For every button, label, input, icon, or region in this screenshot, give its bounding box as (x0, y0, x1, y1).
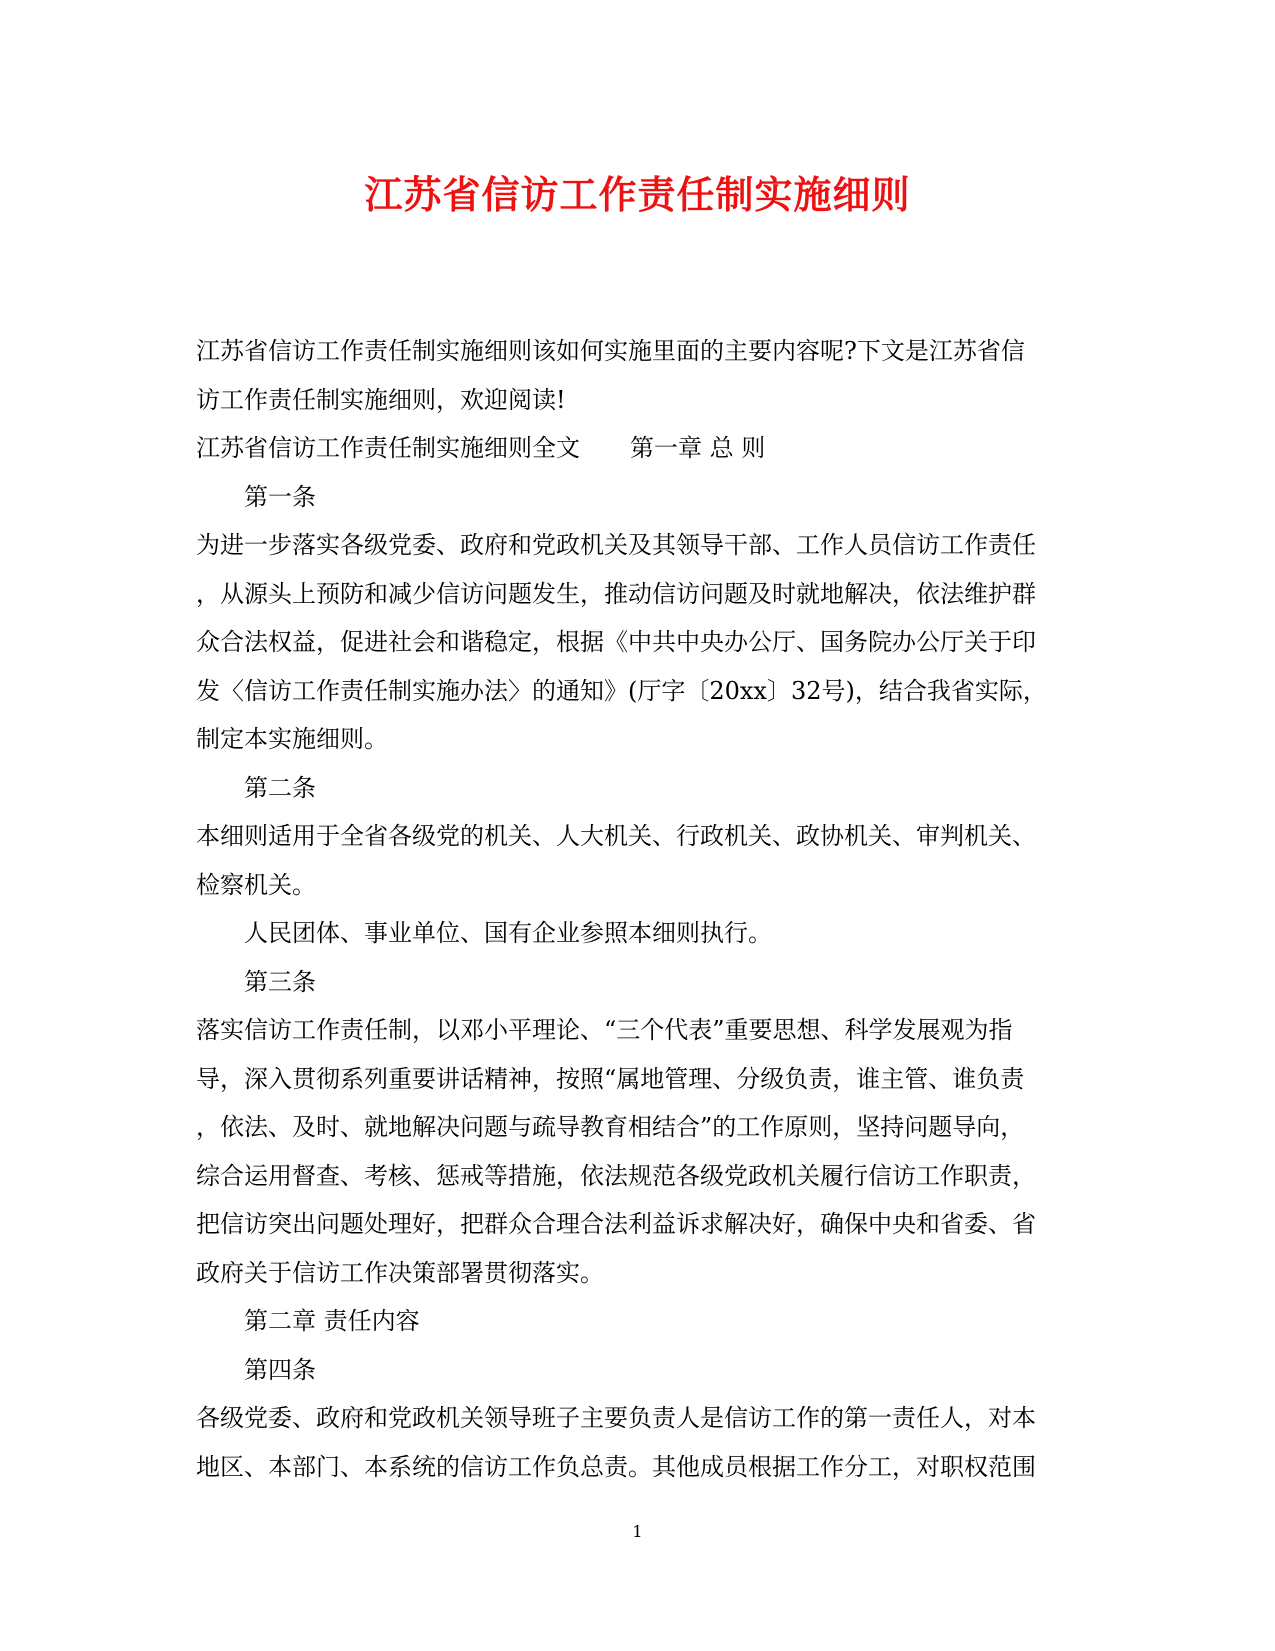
article-heading: 第四条 (244, 1355, 316, 1384)
paragraph-line: ，依法、及时、就地解决问题与疏导教育相结合”的工作原则，坚持问题导向， (196, 1113, 1025, 1141)
paragraph-line: 发〈信访工作责任制实施办法〉的通知》(厅字〔20xx〕32号)，结合我省实际， (196, 676, 1047, 705)
paragraph-line: 检察机关。 (196, 870, 316, 899)
paragraph-line: 地区、本部门、本系统的信访工作负总责。其他成员根据工作分工，对职权范围 (196, 1452, 1036, 1481)
article-heading: 第三条 (244, 967, 316, 996)
paragraph-line: 把信访突出问题处理好，把群众合理合法利益诉求解决好，确保中央和省委、省 (196, 1210, 1036, 1238)
paragraph-line: 政府关于信访工作决策部署贯彻落实。 (196, 1258, 604, 1287)
article-heading: 第二条 (244, 773, 316, 802)
fulltext-label: 江苏省信访工作责任制实施细则全文 (196, 434, 580, 462)
page-number: 1 (632, 1522, 643, 1541)
paragraph-line: 导，深入贯彻系列重要讲话精神，按照“属地管理、分级负责，谁主管、谁负责 (196, 1064, 1025, 1093)
paragraph-line: 访工作责任制实施细则，欢迎阅读! (196, 385, 566, 414)
document-title: 江苏省信访工作责任制实施细则 (364, 172, 911, 217)
paragraph-line: 人民团体、事业单位、国有企业参照本细则执行。 (244, 919, 772, 947)
paragraph-line: 制定本实施细则。 (196, 725, 388, 753)
paragraph-line: ，从源头上预防和减少信访问题发生，推动信访问题及时就地解决，依法维护群 (196, 579, 1036, 608)
paragraph-line: 本细则适用于全省各级党的机关、人大机关、行政机关、政协机关、审判机关、 (196, 822, 1036, 850)
article-heading: 第一条 (244, 482, 316, 511)
paragraph-line: 综合运用督查、考核、惩戒等措施，依法规范各级党政机关履行信访工作职责， (196, 1161, 1036, 1190)
chapter-heading: 第二章 责任内容 (244, 1307, 420, 1335)
paragraph-line: 落实信访工作责任制，以邓小平理论、“三个代表”重要思想、科学发展观为指 (196, 1016, 1013, 1044)
paragraph-line: 众合法权益，促进社会和谐稳定，根据《中共中央办公厅、国务院办公厅关于印 (196, 628, 1036, 656)
document-body (196, 327, 1078, 1491)
fulltext-heading-line (196, 424, 1078, 473)
paragraph-line: 江苏省信访工作责任制实施细则该如何实施里面的主要内容呢?下文是江苏省信 (196, 337, 1025, 365)
paragraph-line: 各级党委、政府和党政机关领导班子主要负责人是信访工作的第一责任人，对本 (196, 1404, 1036, 1432)
chapter-heading: 第一章 总 则 (630, 434, 766, 462)
paragraph-line: 为进一步落实各级党委、政府和党政机关及其领导干部、工作人员信访工作责任 (196, 531, 1036, 559)
